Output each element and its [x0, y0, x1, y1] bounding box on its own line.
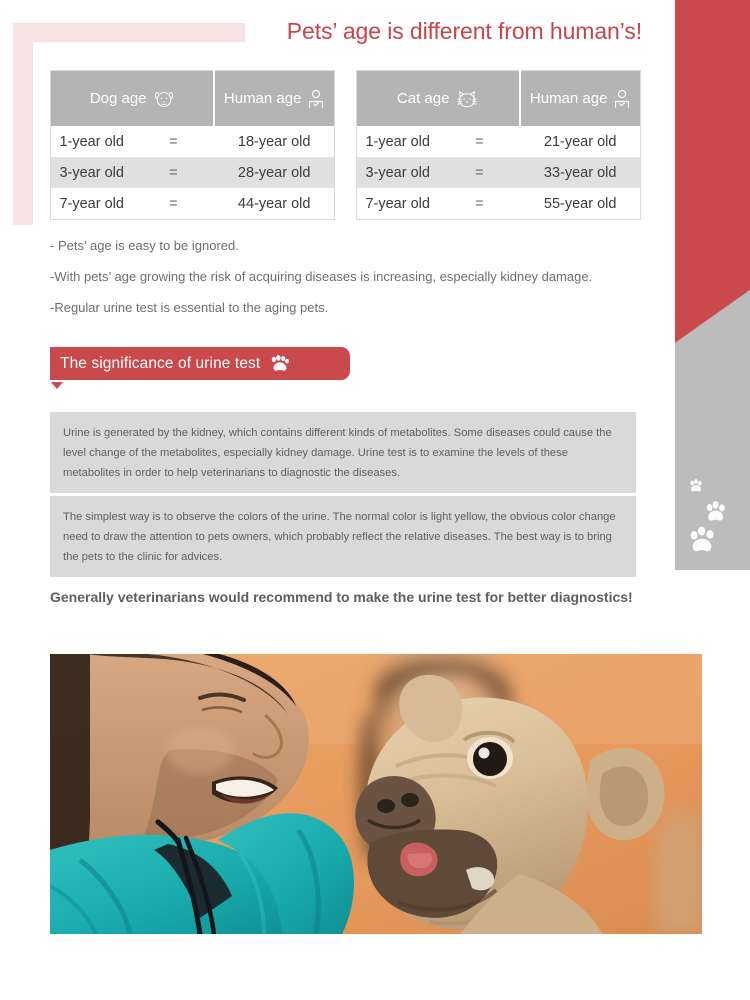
bullet-list	[50, 238, 650, 331]
equals-sign: =	[132, 126, 214, 157]
paw-icon-small	[688, 478, 704, 499]
table-header-row	[357, 71, 641, 127]
info-box-urine-color	[50, 496, 636, 577]
red-trapezoid-shape	[675, 0, 750, 343]
equals-sign: =	[438, 157, 520, 188]
cat-age-header	[357, 71, 521, 127]
cat-age-table	[356, 70, 641, 220]
cat-age-value: 3-year old	[357, 157, 439, 188]
equals-sign: =	[132, 188, 214, 220]
human-age-value: 28-year old	[214, 157, 334, 188]
human-age-value: 33-year old	[520, 157, 640, 188]
person-icon	[307, 89, 325, 109]
dog-age-value: 1-year old	[51, 126, 133, 157]
info-box-metabolites	[50, 412, 636, 493]
human-age-value: 55-year old	[520, 188, 640, 220]
pink-bracket-vertical	[13, 23, 33, 225]
person-icon	[613, 89, 631, 109]
section-banner	[50, 347, 350, 380]
table-row	[357, 126, 641, 157]
dog-age-table	[50, 70, 335, 220]
dog-age-header	[51, 71, 215, 127]
cat-age-value: 7-year old	[357, 188, 439, 220]
table-row	[51, 126, 335, 157]
table-row	[357, 157, 641, 188]
cat-age-header-label: Cat age	[396, 90, 450, 107]
dog-face-icon	[153, 89, 175, 109]
bullet-item: -Regular urine test is essential to the aging pets.	[50, 300, 329, 315]
recommendation-text: Generally veterinarians would recommend to make the urine test for better diagnostics!	[50, 589, 633, 605]
cat-age-value: 1-year old	[357, 126, 439, 157]
paw-icon	[269, 355, 291, 373]
dog-age-value: 3-year old	[51, 157, 133, 188]
info-box-paragraph: Urine is generated by the kidney, which contains different kinds of metabolites. Some diseases could cause the level change of the metabolites, especially kidney damage. Urine test is to examine the levels of these metabolites in order to help veterinarians to diagnostic the diseases.	[63, 427, 612, 479]
right-decoration-panel	[660, 0, 750, 580]
equals-sign: =	[132, 157, 214, 188]
gray-panel-shape	[675, 290, 750, 570]
table-row	[51, 157, 335, 188]
bullet-item: -With pets’ age growing the risk of acquiring diseases is increasing, especially kidney damage.	[50, 269, 593, 284]
human-age-header-cat	[520, 71, 640, 127]
pink-bracket-horizontal	[13, 23, 245, 42]
bullet-item: - Pets’ age is easy to be ignored.	[50, 238, 239, 253]
dog-age-value: 7-year old	[51, 188, 133, 220]
table-row	[357, 188, 641, 220]
human-age-value: 21-year old	[520, 126, 640, 157]
table-row	[51, 188, 335, 220]
dog-age-header-label: Dog age	[89, 90, 147, 107]
page-title: Pets’ age is different from human’s!	[286, 18, 642, 44]
human-age-value: 44-year old	[214, 188, 334, 220]
table-header-row	[51, 71, 335, 127]
section-banner-title: The significance of urine test	[60, 354, 261, 372]
paw-icon-large	[688, 525, 718, 560]
cat-face-icon	[455, 89, 479, 109]
human-age-header-label: Human age	[223, 90, 302, 107]
human-age-value: 18-year old	[214, 126, 334, 157]
info-box-paragraph: The simplest way is to observe the colors of the urine. The normal color is light yellow, the obvious color change need to draw the attention to pets owners, which probably reflect the relative diseases. The best way is to bring the pets to the clinic for advices.	[63, 511, 616, 563]
human-age-header-dog	[214, 71, 334, 127]
banner-arrow-icon	[51, 382, 63, 389]
paw-icon-medium	[704, 500, 728, 529]
veterinarian-dog-photo	[50, 654, 702, 934]
human-age-header-label: Human age	[529, 90, 608, 107]
equals-sign: =	[438, 126, 520, 157]
equals-sign: =	[438, 188, 520, 220]
